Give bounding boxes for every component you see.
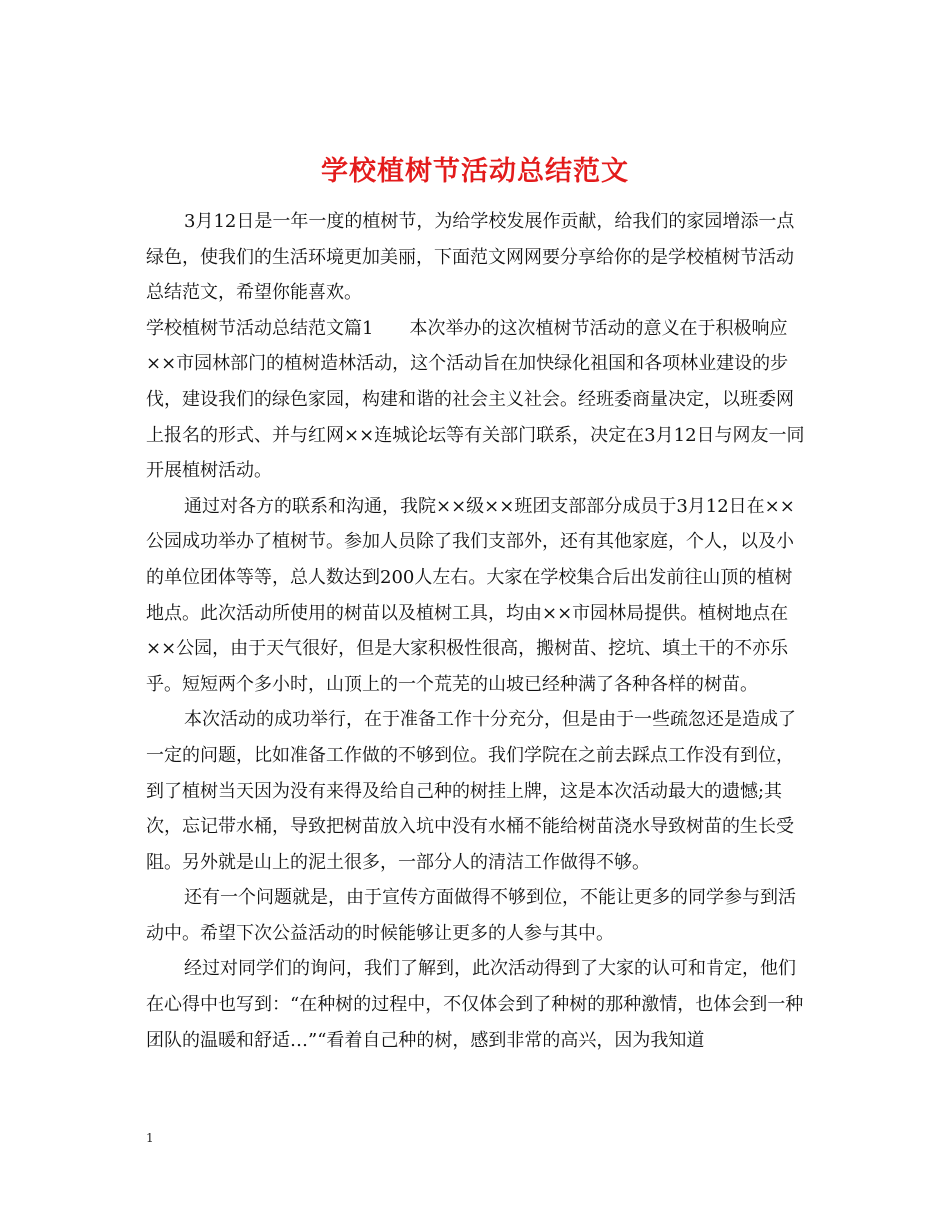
body-paragraph: 本次活动的成功举行，在于准备工作十分充分，但是由于一些疏忽还是造成了一定的问题，比如准备工作做的不够到位。我们学院在之前去踩点工作没有到位，到了植树当天因为没有来得及给自己种的树挂上牌，这是本次活动最大的遗憾;其次，忘记带水桶，导致把树苗放入坑中没有水桶不能给树苗浇水导致树苗的生长受阻。另外就是山上的泥土很多，一部分人的清洁工作做得不够。 bbox=[146, 709, 796, 873]
document-body bbox=[146, 204, 806, 1058]
body-paragraph: 经过对同学们的询问，我们了解到，此次活动得到了大家的认可和肯定，他们在心得中也写到：“在种树的过程中，不仅体会到了种树的那种激情，也体会到一种团队的温暖和舒适…”“看着自己种的树，感到非常的高兴，因为我知道 bbox=[146, 958, 804, 1051]
body-paragraph: 还有一个问题就是，由于宣传方面做得不够到位，不能让更多的同学参与到活动中。希望下次公益活动的时候能够让更多的人参与其中。 bbox=[146, 887, 796, 944]
document-title: 学校植树节活动总结范文 bbox=[321, 156, 629, 188]
intro-paragraph: 3月12日是一年一度的植树节，为给学校发展作贡献，给我们的家园增添一点绿色，使我们的生活环境更加美丽，下面范文网网要分享给你的是学校植树节活动总结范文，希望你能喜欢。 bbox=[146, 211, 795, 304]
body-paragraph: 通过对各方的联系和沟通，我院××级××班团支部部分成员于3月12日在××公园成功举办了植树节。参加人员除了我们支部外，还有其他家庭，个人，以及小的单位团体等等，总人数达到200人左右。大家在学校集合后出发前往山顶的植树地点。此次活动所使用的树苗以及植树工具，均由××市园林局提供。植树地点在××公园，由于天气很好，但是大家积极性很高，搬树苗、挖坑、填土干的不亦乐乎。短短两个多小时，山顶上的一个荒芜的山坡已经种满了各种各样的树苗。 bbox=[146, 495, 795, 695]
page-number: 1 bbox=[146, 1131, 154, 1145]
section-heading-paragraph: 学校植树节活动总结范文篇1 本次举办的这次植树节活动的意义在于积极响应××市园林部门的植树造林活动，这个活动旨在加快绿化祖国和各项林业建设的步伐，建设我们的绿色家园，构建和谐的社会主义社会。经班委商量决定，以班委网上报名的形式、并与红网××连城论坛等有关部门联系，决定在3月12日与网友一同开展植树活动。 bbox=[146, 317, 805, 482]
